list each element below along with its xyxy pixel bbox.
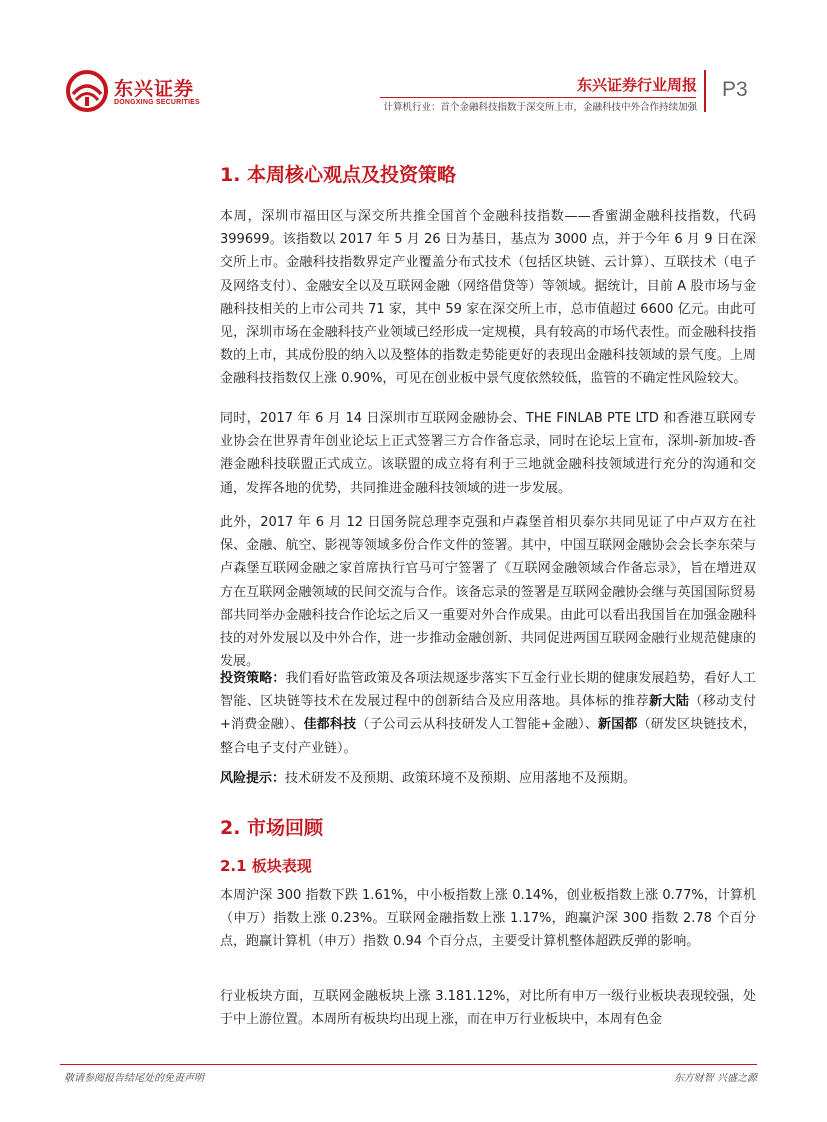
stock-xindalu: 新大陆 bbox=[649, 694, 690, 710]
footer-divider bbox=[60, 1064, 757, 1065]
paragraph-fintech-index: 本周，深圳市福田区与深交所共推全国首个金融科技指数——香蜜湖金融科技指数，代码 399699。该指数以 2017 年 5 月 26 日为基日，基点为 3000 点，并于今年 6 月 9 日在深交所上市。金融科技指数界定产业覆盖分布式技术（包括区块链、云计算）、互联技术（电子及网络支付）、金融安全以及互联网金融（网络借贷等）等领域。据统计，目前 A 股市场与金融科技相关的上市公司共 71 家，其中 59 家在深交所上市，总市值超过 6600 亿元。由此可见，深圳市场在金融科技产业领域已经形成一定规模，具有较高的市场代表性。而金融科技指数的上市，其成份股的纳入以及整体的指数走势能更好的表现出金融科技领域的景气度。上周金融科技指数仅上涨 0.90%，可见在创业板中景气度依然较低，监管的不确定性风险较大。 bbox=[220, 209, 756, 387]
risk-warning-text: 技术研发不及预期、政策环境不及预期、应用落地不及预期。 bbox=[285, 771, 637, 786]
company-logo bbox=[66, 68, 211, 114]
footer-slogan: 东方财智 兴盛之源 bbox=[673, 1073, 757, 1084]
paragraph-fintech-alliance: 同时，2017 年 6 月 14 日深圳市互联网金融协会、THE FINLAB PTE LTD 和香港互联网专业协会在世界青年创业论坛上正式签署三方合作备忘录，同时在论坛上宣布，深圳-新加坡-香港金融科技联盟正式成立。该联盟的成立将有利于三地就金融科技领域进行充分的沟通和交通，发挥各地的优势，共同推进金融科技领域的进一步发展。 bbox=[220, 411, 756, 496]
section-1-heading: 1. 本周核心观点及投资策略 bbox=[220, 164, 457, 186]
logo-chinese-name: 东兴证券 bbox=[114, 78, 195, 100]
header-vertical-bar bbox=[704, 70, 706, 112]
logo-english-name: DONGXING SECURITIES bbox=[114, 99, 200, 106]
strategy-text: 我们看好监管政策及各项法规逐步落实下互金行业长期的健康发展趋势，看好人工智能、区块链等技术在发展过程中的创新结合及应用落地。具体标的推荐 bbox=[220, 671, 756, 710]
report-subtitle: 计算机行业：首个金融科技指数于深交所上市，金融科技中外合作持续加强 bbox=[383, 102, 697, 113]
risk-warning-label: 风险提示： bbox=[220, 771, 286, 786]
strategy-text: （移动支付+消费金融）、 bbox=[220, 694, 756, 733]
header-divider bbox=[380, 97, 696, 98]
page-number: P3 bbox=[722, 78, 748, 101]
stock-jiadu: 佳都科技 bbox=[303, 717, 357, 733]
paragraph-index-performance: 本周沪深 300 指数下跌 1.61%，中小板指数上涨 0.14%，创业板指数上涨 0.77%，计算机（申万）指数上涨 0.23%。互联网金融指数上涨 1.17%，跑赢沪深 300 指数 2.78 个百分点，跑赢计算机（申万）指数 0.94 个百分点，主要受计算机整体超跌反弹的影响。 bbox=[220, 888, 756, 950]
paragraph-risk-warning bbox=[220, 767, 756, 790]
strategy-text: （子公司云从科技研发人工智能+金融）、 bbox=[356, 717, 599, 733]
paragraph-sector-performance: 行业板块方面，互联网金融板块上涨 3.181.12%，对比所有申万一级行业板块表现较强，处于中上游位置。本周所有板块均出现上涨，而在申万行业板块中，本周有色金 bbox=[220, 989, 756, 1028]
stock-xinguodu: 新国都 bbox=[598, 717, 638, 733]
investment-strategy-label: 投资策略： bbox=[220, 671, 286, 686]
paragraph-investment-strategy bbox=[220, 667, 756, 760]
footer-disclaimer: 敬请参阅报告结尾处的免责声明 bbox=[64, 1073, 204, 1084]
paragraph-china-luxembourg: 此外，2017 年 6 月 12 日国务院总理李克强和卢森堡首相贝泰尔共同见证了中卢双方在社保、金融、航空、影视等领域多份合作文件的签署。其中，中国互联网金融协会会长李东荣与卢森堡互联网金融之家首席执行官马可宁签署了《互联网金融领域合作备忘录》，旨在增进双方在互联网金融领域的民间交流与合作。该备忘录的签署是互联网金融协会继与英国国际贸易部共同举办金融科技合作论坛之后又一重要对外合作成果。由此可以看出我国旨在加强金融科技的对外发展以及中外合作，进一步推动金融创新、共同促进两国互联网金融行业规范健康的发展。 bbox=[220, 515, 756, 670]
report-title: 东兴证券行业周报 bbox=[576, 76, 697, 94]
strategy-text: （研发区块链技术，整合电子支付产业链）。 bbox=[220, 717, 756, 756]
section-2-1-heading: 2.1 板块表现 bbox=[220, 857, 312, 875]
section-2-heading: 2. 市场回顾 bbox=[220, 817, 324, 839]
dongxing-logo-icon bbox=[66, 70, 108, 112]
